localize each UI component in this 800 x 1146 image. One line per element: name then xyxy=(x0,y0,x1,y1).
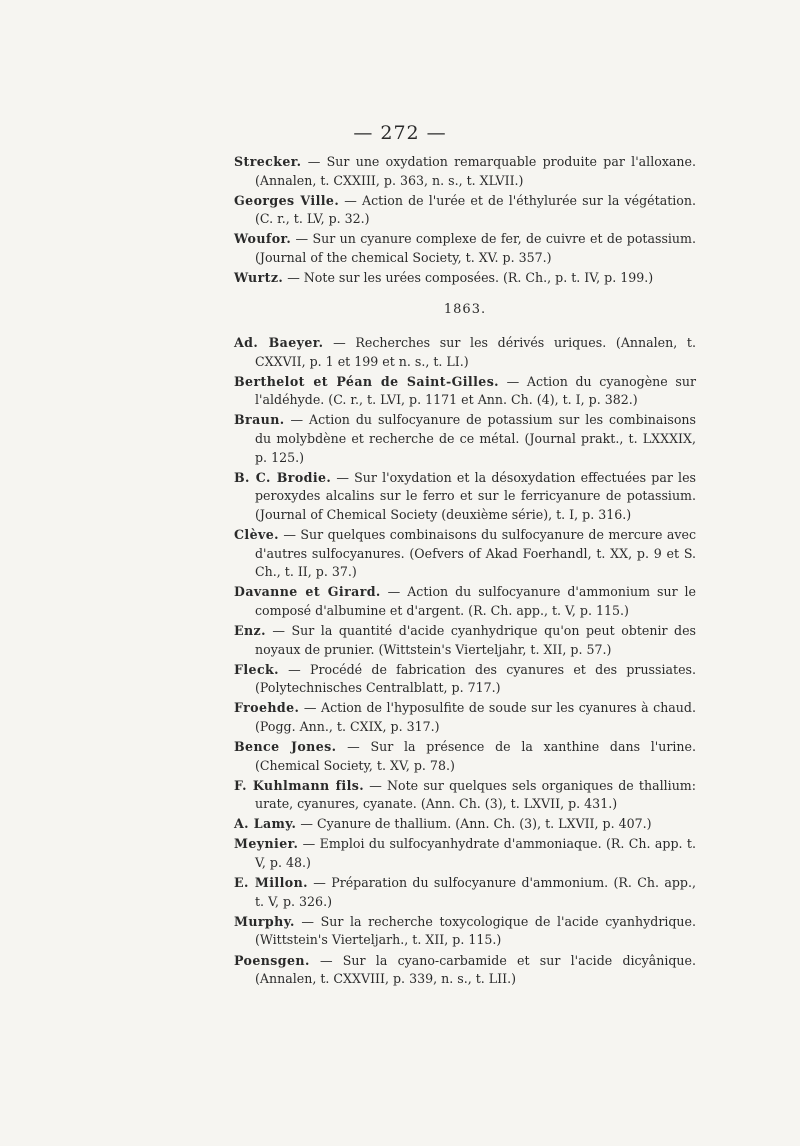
bibliography-entry xyxy=(234,583,696,620)
entry-author: B. C. Brodie. xyxy=(234,469,332,485)
entry-text: — Sur la recherche toxycologique de l'acide cyanhydrique. (Wittstein's Vierteljarh., t. XII, p. 115.) xyxy=(255,913,696,948)
bibliography-entry xyxy=(234,526,696,582)
entry-author: A. Lamy. xyxy=(234,816,297,832)
bibliography-entry xyxy=(234,469,696,525)
entry-text: — Recherches sur les dérivés uriques. (Annalen, t. CXXVII, p. 1 et 199 et n. s., t. LI.) xyxy=(255,335,696,369)
entry-text: — Sur la quantité d'acide cyanhydrique qu'on peut obtenir des noyaux de prunier. (Wittstein's Vierteljahr, t. XII, p. 57.) xyxy=(255,622,696,657)
bibliography-entry xyxy=(234,230,696,267)
year-heading: 1863. xyxy=(443,302,487,317)
entry-author: Fleck. xyxy=(234,661,279,677)
entry-text: — Note sur quelques sels organiques de thallium: urate, cyanures, cyanate. (Ann. Ch. (3), t. LXVII, p. 431.) xyxy=(255,777,696,812)
entry-author: Bence Jones. xyxy=(234,738,337,754)
entry-author: E. Millon. xyxy=(234,875,308,891)
bibliography-entry xyxy=(234,411,696,467)
entry-text: — Sur la présence de la xanthine dans l'urine. (Chemical Society, t. XV, p. 78.) xyxy=(255,738,696,773)
entry-text: — Sur un cyanure complexe de fer, de cuivre et de potassium. (Journal of the chemical Society, t. XV. p. 357.) xyxy=(255,231,696,265)
entry-author: F. Kuhlmann fils. xyxy=(234,777,365,793)
entry-text: — Procédé de fabrication des cyanures et des prussiates. (Polytechnisches Centralblatt, p. 717.) xyxy=(255,661,696,696)
bibliography-entry xyxy=(234,622,696,659)
entry-author: Woufor. xyxy=(234,231,292,247)
entry-text: — Sur l'oxydation et la désoxydation effectuées par les peroxydes alcalins sur le ferro et sur le ferricyanure de potassium. (Journal of Chemical Society (deuxième série), t. I, p. 316.) xyxy=(255,469,696,522)
entry-text: — Sur quelques combinaisons du sulfocyanure de mercure avec d'autres sulfocyanures. (Oefvers of Akad Foerhandl, t. XX, p. 9 et S. Ch., t. II, p. 37.) xyxy=(255,526,696,580)
entry-author: Froehde. xyxy=(234,700,300,716)
entry-text: — Cyanure de thallium. (Ann. Ch. (3), t. LXVII, p. 407.) xyxy=(296,816,652,832)
entry-author: Georges Ville. xyxy=(234,192,340,208)
bibliography-entry xyxy=(234,913,696,950)
bibliography-entry xyxy=(234,661,696,698)
bibliography-entry xyxy=(234,192,696,229)
entry-text: — Action du sulfocyanure de potassium sur les combinaisons du molybdène et recherche de ce métal. (Journal prakt., t. LXXXIX, p. 125.) xyxy=(255,412,696,465)
entry-text: — Action de l'urée et de l'éthylurée sur la végétation. (C. r., t. LV, p. 32.) xyxy=(255,192,696,227)
entry-text: — Action de l'hyposulfite de soude sur les cyanures à chaud. (Pogg. Ann., t. CXIX, p. 317.) xyxy=(255,700,696,734)
bibliography-entry xyxy=(234,153,696,190)
bibliography-entry xyxy=(234,777,696,814)
entry-author: Enz. xyxy=(234,622,266,638)
entry-text: — Emploi du sulfocyanhydrate d'ammoniaque. (R. Ch. app. t. V, p. 48.) xyxy=(255,836,696,871)
bibliography-entry xyxy=(234,835,696,872)
entry-author: Meynier. xyxy=(234,836,299,852)
entry-text: — Sur la cyano-carbamide et sur l'acide dicyânique. (Annalen, t. CXXVIII, p. 339, n. s., t. LII.) xyxy=(255,952,696,987)
bibliography-entry xyxy=(234,738,696,775)
entry-author: Braun. xyxy=(234,412,285,428)
bibliography-entry xyxy=(234,815,696,834)
entry-author: Poensgen. xyxy=(234,952,310,968)
entry-text: — Note sur les urées composées. (R. Ch., p. t. IV, p. 199.) xyxy=(283,270,654,286)
bibliography-entry xyxy=(234,874,696,911)
bibliography-list-1863 xyxy=(234,334,696,989)
bibliography-list-before xyxy=(234,153,696,288)
entry-author: Berthelot et Péan de Saint-Gilles. xyxy=(234,373,499,389)
bibliography-entry xyxy=(234,952,696,989)
entry-text: — Action du sulfocyanure d'ammonium sur le composé d'albumine et d'argent. (R. Ch. app., t. V, p. 115.) xyxy=(255,584,697,618)
entry-author: Strecker. xyxy=(234,154,302,169)
page-number: — 272 — xyxy=(353,122,447,144)
entry-author: Davanne et Girard. xyxy=(234,584,381,600)
entry-author: Murphy. xyxy=(234,913,295,929)
entry-author: Wurtz. xyxy=(234,270,284,286)
entry-text: — Préparation du sulfocyanure d'ammonium. (R. Ch. app., t. V, p. 326.) xyxy=(255,875,696,909)
bibliography-entry xyxy=(234,699,696,736)
bibliography-entry xyxy=(234,373,696,410)
entry-text: — Action du cyanogène sur l'aldéhyde. (C. r., t. LVI, p. 1171 et Ann. Ch. (4), t. I, p. 382.) xyxy=(255,373,696,408)
entry-text: — Sur une oxydation remarquable produite par l'alloxane. (Annalen, t. CXXIII, p. 363, n. s., t. XLVII.) xyxy=(255,154,696,188)
entry-author: Ad. Baeyer. xyxy=(234,335,324,350)
bibliography-entry xyxy=(234,334,696,371)
entry-author: Clève. xyxy=(234,526,279,542)
bibliography-entry xyxy=(234,269,696,288)
